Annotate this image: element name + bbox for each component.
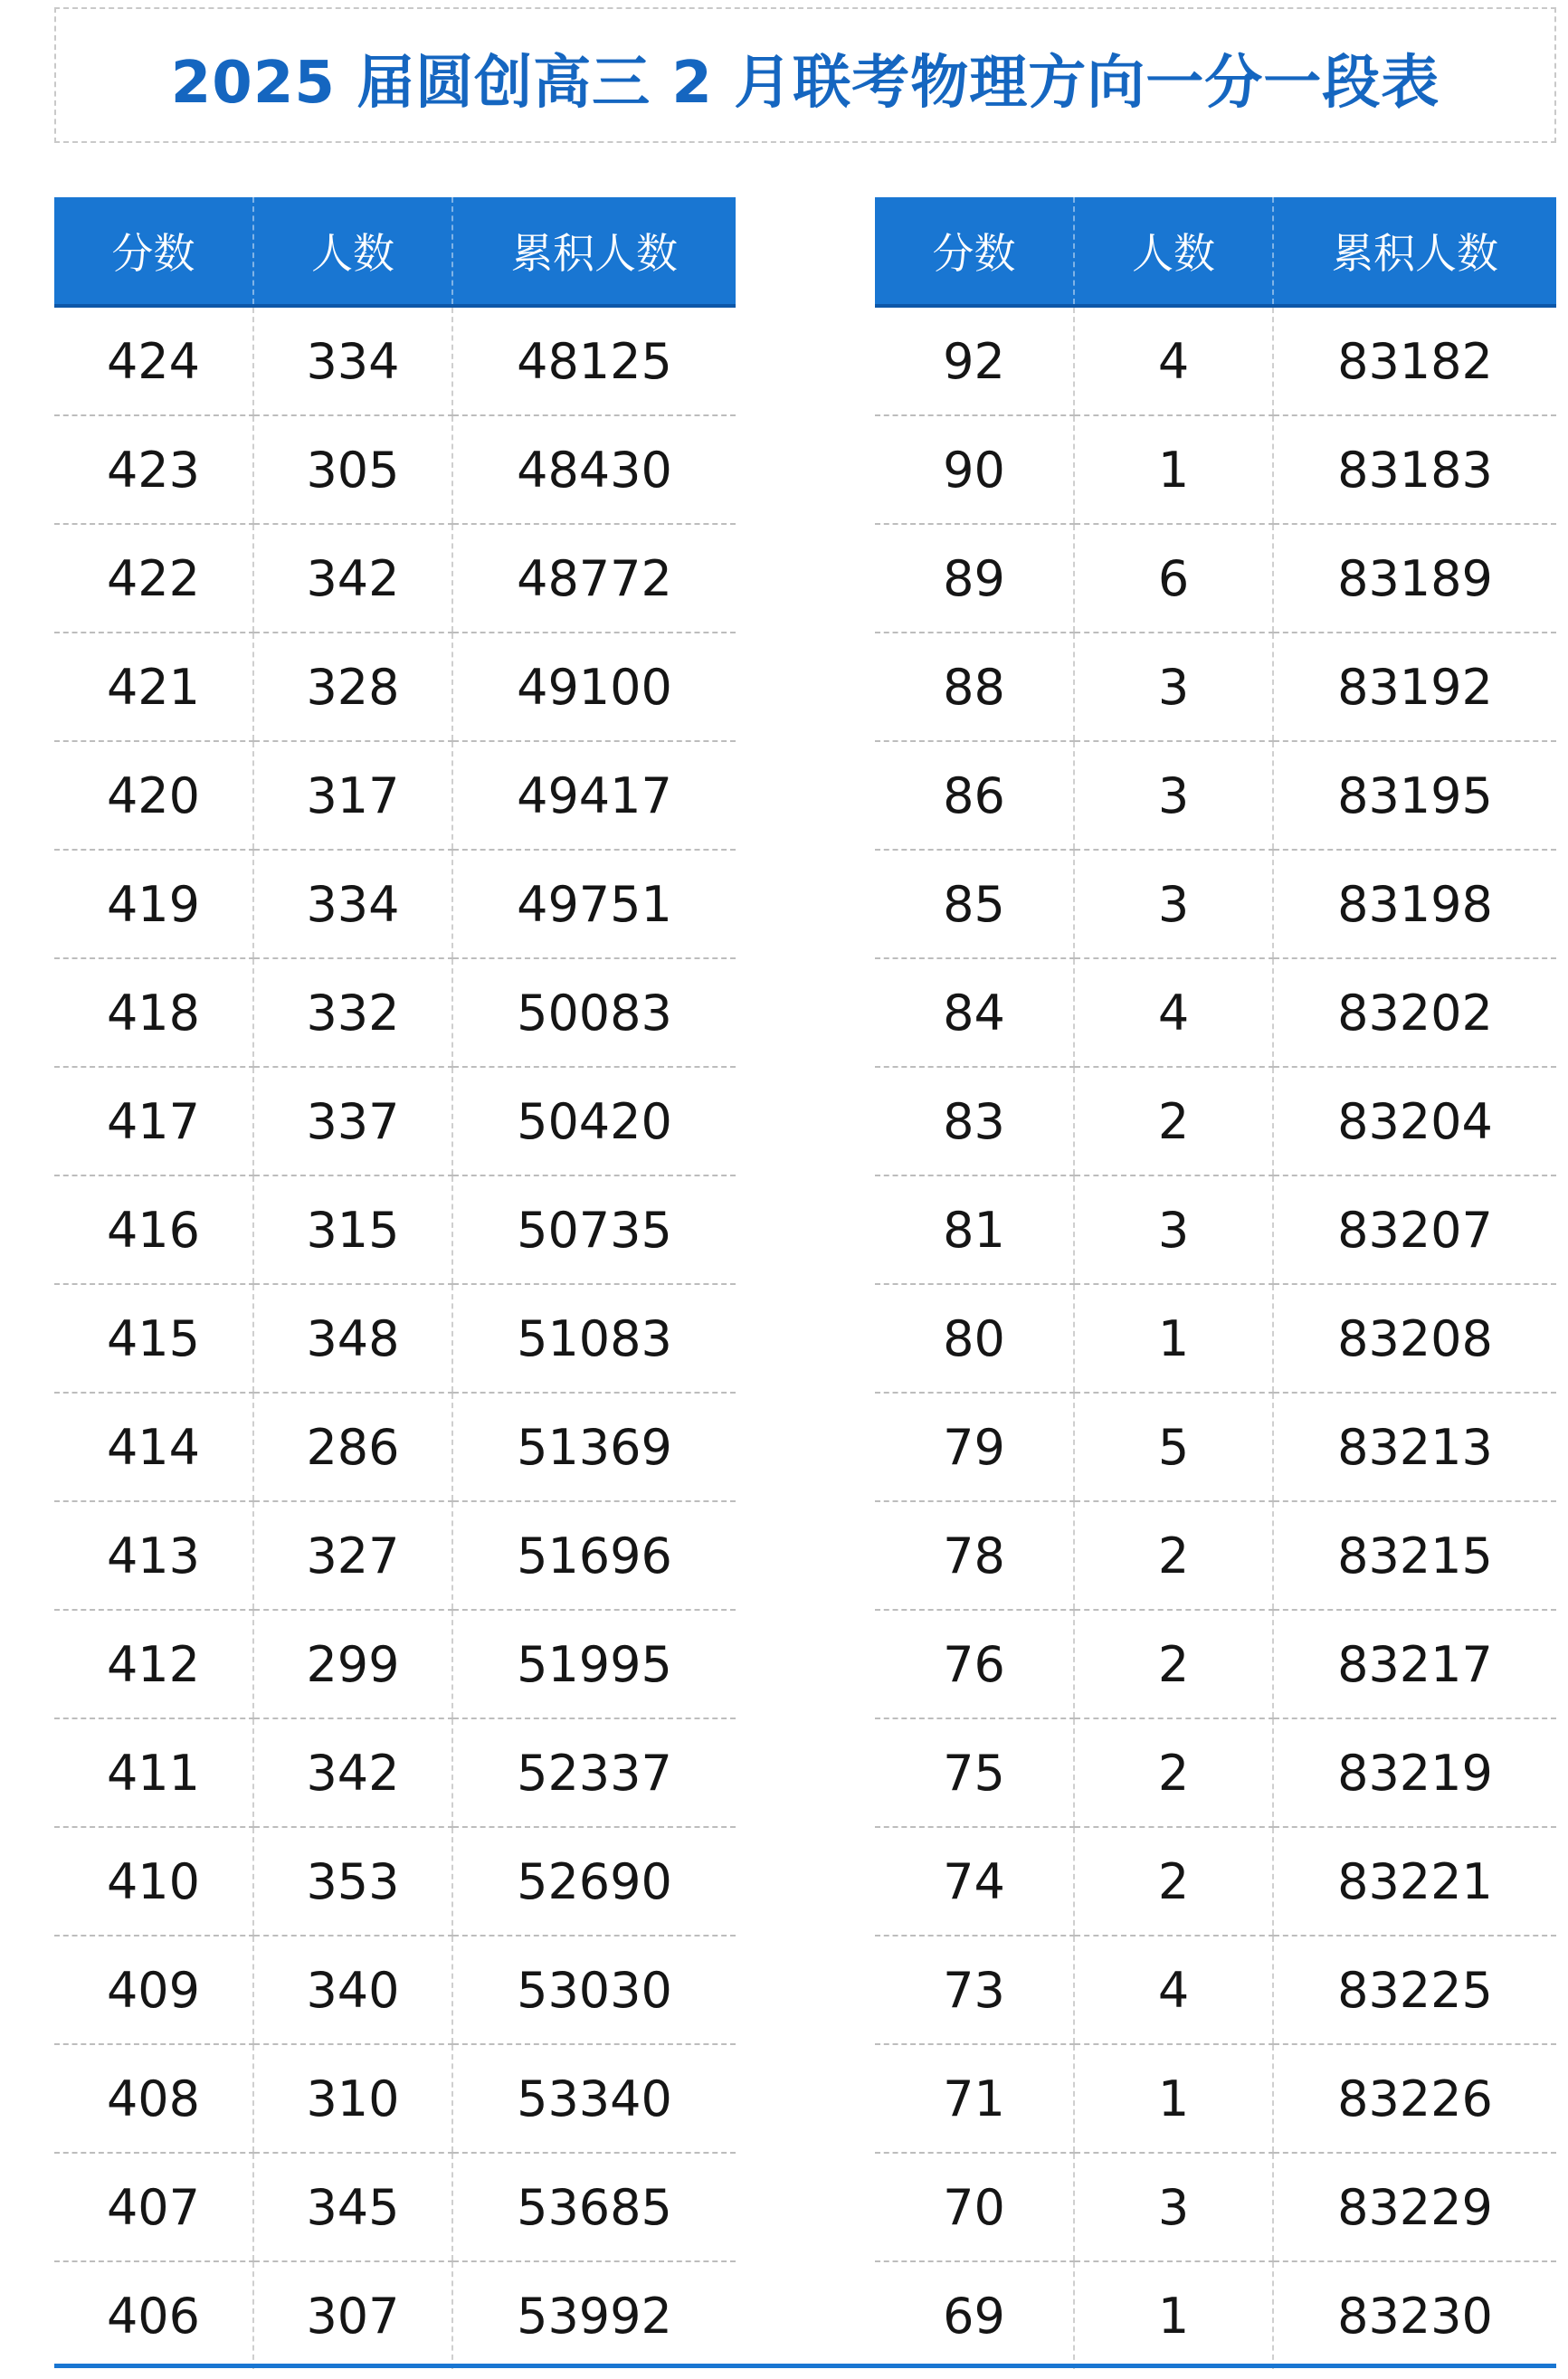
- count-cell: 348: [253, 1284, 452, 1393]
- cumulative-cell: 53992: [452, 2261, 736, 2369]
- score-cell: 73: [875, 1936, 1074, 2044]
- cumulative-cell: 83215: [1273, 1501, 1556, 1610]
- cumulative-cell: 83195: [1273, 741, 1556, 850]
- score-cell: 423: [54, 415, 253, 524]
- score-cell: 86: [875, 741, 1074, 850]
- score-cell: 415: [54, 1284, 253, 1393]
- count-cell: 6: [1074, 524, 1273, 633]
- table-row: [54, 1936, 736, 2044]
- score-cell: 418: [54, 958, 253, 1067]
- cumulative-cell: 50420: [452, 1067, 736, 1175]
- table-row: [875, 1175, 1556, 1284]
- score-cell: 71: [875, 2044, 1074, 2153]
- table-row: [54, 1827, 736, 1936]
- header-score: 分数: [54, 197, 253, 306]
- cumulative-cell: 83230: [1273, 2261, 1556, 2369]
- count-cell: 1: [1074, 1284, 1273, 1393]
- cumulative-cell: 83213: [1273, 1393, 1556, 1501]
- count-cell: 1: [1074, 2044, 1273, 2153]
- score-cell: 411: [54, 1718, 253, 1827]
- count-cell: 3: [1074, 850, 1273, 958]
- table-row: [875, 415, 1556, 524]
- table-row: [875, 1610, 1556, 1718]
- table-row: [54, 1393, 736, 1501]
- table-row: [875, 1718, 1556, 1827]
- table-row: [54, 2153, 736, 2261]
- count-cell: 4: [1074, 1936, 1273, 2044]
- table-row: [875, 1827, 1556, 1936]
- table-row: [875, 306, 1556, 415]
- count-cell: 299: [253, 1610, 452, 1718]
- count-cell: 3: [1074, 2153, 1273, 2261]
- cumulative-cell: 48430: [452, 415, 736, 524]
- count-cell: 286: [253, 1393, 452, 1501]
- cumulative-cell: 83221: [1273, 1827, 1556, 1936]
- cumulative-cell: 49100: [452, 633, 736, 741]
- table-row: [54, 1610, 736, 1718]
- cumulative-cell: 52337: [452, 1718, 736, 1827]
- count-cell: 345: [253, 2153, 452, 2261]
- cumulative-cell: 83225: [1273, 1936, 1556, 2044]
- count-cell: 310: [253, 2044, 452, 2153]
- cumulative-cell: 83226: [1273, 2044, 1556, 2153]
- score-cell: 407: [54, 2153, 253, 2261]
- table-row: [54, 633, 736, 741]
- score-cell: 424: [54, 306, 253, 415]
- cumulative-cell: 49417: [452, 741, 736, 850]
- count-cell: 2: [1074, 1501, 1273, 1610]
- cumulative-cell: 83182: [1273, 306, 1556, 415]
- header-cumulative: 累积人数: [452, 197, 736, 306]
- header-score: 分数: [875, 197, 1074, 306]
- count-cell: 3: [1074, 741, 1273, 850]
- cumulative-cell: 50735: [452, 1175, 736, 1284]
- cumulative-cell: 83189: [1273, 524, 1556, 633]
- header-count: 人数: [1074, 197, 1273, 306]
- table-row: [54, 524, 736, 633]
- score-cell: 76: [875, 1610, 1074, 1718]
- table-header-row: [875, 197, 1556, 306]
- score-cell: 410: [54, 1827, 253, 1936]
- score-cell: 419: [54, 850, 253, 958]
- score-cell: 75: [875, 1718, 1074, 1827]
- score-cell: 81: [875, 1175, 1074, 1284]
- count-cell: 342: [253, 1718, 452, 1827]
- table-row: [875, 2044, 1556, 2153]
- score-cell: 413: [54, 1501, 253, 1610]
- table-row: [54, 958, 736, 1067]
- cumulative-cell: 49751: [452, 850, 736, 958]
- count-cell: 334: [253, 850, 452, 958]
- cumulative-cell: 51083: [452, 1284, 736, 1393]
- table-row: [54, 415, 736, 524]
- table-row: [875, 1067, 1556, 1175]
- count-cell: 1: [1074, 415, 1273, 524]
- score-cell: 406: [106, 2287, 201, 2345]
- count-cell: 2: [1074, 1067, 1273, 1175]
- table-row: [54, 306, 736, 415]
- count-cell: 332: [253, 958, 452, 1067]
- header-cumulative: 累积人数: [1273, 197, 1556, 306]
- table-row: [875, 958, 1556, 1067]
- table-row: [875, 1936, 1556, 2044]
- cumulative-cell: 51369: [452, 1393, 736, 1501]
- table-row: [875, 1501, 1556, 1610]
- count-cell: 4: [1074, 958, 1273, 1067]
- table-row: [54, 1175, 736, 1284]
- cumulative-cell: 83202: [1273, 958, 1556, 1067]
- cumulative-cell: 51995: [452, 1610, 736, 1718]
- table-row: [54, 2044, 736, 2153]
- count-cell: 342: [253, 524, 452, 633]
- table-header-row: [54, 197, 736, 306]
- count-cell: 5: [1074, 1393, 1273, 1501]
- table-row: [875, 850, 1556, 958]
- count-cell: 353: [253, 1827, 452, 1936]
- count-cell: 305: [253, 415, 452, 524]
- score-cell: 416: [54, 1175, 253, 1284]
- table-row: [875, 2153, 1556, 2261]
- count-cell: 340: [253, 1936, 452, 2044]
- cumulative-cell: 83229: [1273, 2153, 1556, 2261]
- score-cell: 70: [875, 2153, 1074, 2261]
- table-row: [54, 741, 736, 850]
- score-cell: 89: [875, 524, 1074, 633]
- count-cell: 2: [1074, 1718, 1273, 1827]
- score-cell: 420: [54, 741, 253, 850]
- count-cell: 3: [1074, 1175, 1273, 1284]
- score-cell: 408: [54, 2044, 253, 2153]
- table-row: [54, 1501, 736, 1610]
- score-cell: 85: [875, 850, 1074, 958]
- table-row: [875, 633, 1556, 741]
- table-row: [875, 1393, 1556, 1501]
- score-cell: 83: [875, 1067, 1074, 1175]
- score-cell: 421: [54, 633, 253, 741]
- table-row: [875, 524, 1556, 633]
- cumulative-cell: 51696: [452, 1501, 736, 1610]
- score-cell: 412: [54, 1610, 253, 1718]
- count-cell: 4: [1074, 306, 1273, 415]
- cumulative-cell: 83204: [1273, 1067, 1556, 1175]
- score-table-right: [875, 197, 1556, 2369]
- count-cell: 307: [253, 2261, 452, 2369]
- count-cell: 337: [253, 1067, 452, 1175]
- count-cell: 315: [253, 1175, 452, 1284]
- table-row: [54, 1718, 736, 1827]
- score-cell: 422: [54, 524, 253, 633]
- score-cell: 414: [54, 1393, 253, 1501]
- score-cell: 90: [875, 415, 1074, 524]
- table-row: [54, 850, 736, 958]
- cumulative-cell: 53685: [452, 2153, 736, 2261]
- count-cell: 317: [253, 741, 452, 850]
- score-cell: 92: [875, 306, 1074, 415]
- score-cell: 79: [875, 1393, 1074, 1501]
- table-row: [875, 1284, 1556, 1393]
- header-count: 人数: [253, 197, 452, 306]
- cumulative-cell: 83183: [1273, 415, 1556, 524]
- score-cell: 78: [875, 1501, 1074, 1610]
- table-row: [54, 1284, 736, 1393]
- cumulative-cell: 48772: [452, 524, 736, 633]
- count-cell: 334: [253, 306, 452, 415]
- score-cell: 84: [875, 958, 1074, 1067]
- count-cell: 3: [1074, 633, 1273, 741]
- score-cell: 80: [875, 1284, 1074, 1393]
- cumulative-cell: 48125: [452, 306, 736, 415]
- cumulative-cell: 83217: [1273, 1610, 1556, 1718]
- count-cell: 327: [253, 1501, 452, 1610]
- cumulative-cell: 83208: [1273, 1284, 1556, 1393]
- table-row: [875, 2261, 1556, 2369]
- score-table-left: [54, 197, 736, 2369]
- bottom-rule: [54, 2364, 1556, 2368]
- cumulative-cell: 53030: [452, 1936, 736, 2044]
- score-cell: 69: [943, 2287, 1005, 2345]
- cumulative-cell: 83207: [1273, 1175, 1556, 1284]
- cumulative-cell: 50083: [452, 958, 736, 1067]
- cumulative-cell: 52690: [452, 1827, 736, 1936]
- table-row: [54, 1067, 736, 1175]
- score-cell: 409: [54, 1936, 253, 2044]
- table-row: [875, 741, 1556, 850]
- cumulative-cell: 53340: [452, 2044, 736, 2153]
- page-title: 2025 届圆创高三 2 月联考物理方向一分一段表: [170, 50, 1440, 117]
- count-cell: 328: [253, 633, 452, 741]
- score-cell: 417: [54, 1067, 253, 1175]
- table-row: [54, 2261, 736, 2369]
- score-cell: 74: [875, 1827, 1074, 1936]
- count-cell: 2: [1074, 1610, 1273, 1718]
- cumulative-cell: 83198: [1273, 850, 1556, 958]
- count-cell: 2: [1074, 1827, 1273, 1936]
- cumulative-cell: 83219: [1273, 1718, 1556, 1827]
- count-cell: 1: [1074, 2261, 1273, 2369]
- score-cell: 88: [875, 633, 1074, 741]
- cumulative-cell: 83192: [1273, 633, 1556, 741]
